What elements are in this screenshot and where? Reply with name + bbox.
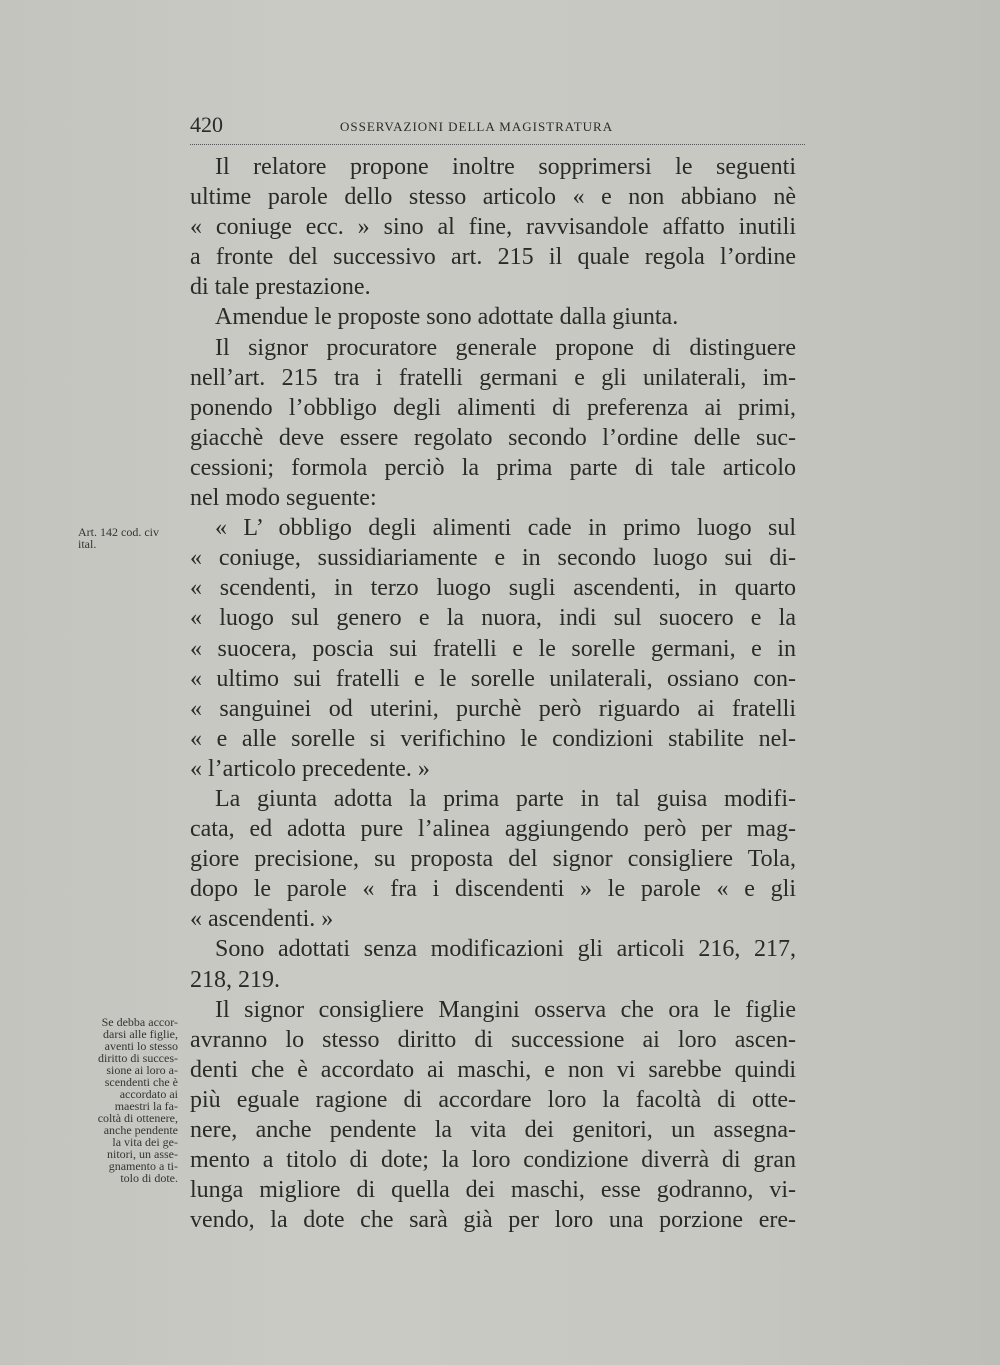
text-line: « e alle sorelle si verifichino le condizioni stabilite nel- (190, 725, 796, 752)
margin-note-dowry (70, 1016, 178, 1184)
text-line: a fronte del successivo art. 215 il quale regola l’ordine (190, 244, 796, 271)
text-line: lunga migliore di quella dei maschi, esse godranno, vi- (190, 1177, 796, 1204)
running-title: OSSERVAZIONI DELLA MAGISTRATURA (340, 119, 614, 134)
margin-note-line: coltà di ottenere, (97, 1111, 178, 1125)
text-line: mento a titolo di dote; la loro condizione diverrà di gran (190, 1147, 796, 1174)
text-line: cessioni; formola perciò la prima parte di tale articolo (190, 454, 796, 481)
margin-note-line: gnamento a ti- (108, 1159, 178, 1173)
text-line: « scendenti, in terzo luogo sugli ascendenti, in quarto (190, 575, 796, 602)
text-line: nel modo seguente: (190, 485, 377, 512)
margin-note-article-ref (78, 526, 182, 550)
text-line: ponendo l’obbligo degli alimenti di preferenza ai primi, (190, 394, 796, 421)
margin-note-line: maestri la fa- (114, 1099, 178, 1113)
margin-note-line: sione ai loro a- (106, 1063, 178, 1077)
text-line: nere, anche pendente la vita dei genitori, un assegna- (190, 1117, 796, 1143)
margin-note-line: darsi alle figlie, (103, 1027, 178, 1041)
page-header (190, 112, 805, 145)
text-line: più eguale ragione di accordare loro la facoltà di otte- (190, 1086, 796, 1113)
text-line: La giunta adotta la prima parte in tal guisa modifi- (215, 785, 796, 812)
text-line: « sanguinei od uterini, purchè però riguardo ai fratelli (190, 695, 796, 722)
text-line: nell’art. 215 tra i fratelli germani e gli unilaterali, im- (190, 364, 796, 391)
text-line: di tale prestazione. (190, 274, 371, 301)
text-line: « coniuge ecc. » sino al fine, ravvisandole affatto inutili (190, 214, 796, 241)
text-line: ultime parole dello stesso articolo « e non abbiano nè (190, 184, 796, 211)
text-line: Il signor consigliere Mangini osserva che ora le figlie (215, 996, 796, 1023)
text-line: « luogo sul genero e la nuora, indi sul suocero e la (190, 605, 796, 632)
margin-note-line: aventi lo stesso (104, 1039, 178, 1053)
text-line: « l’articolo precedente. » (190, 755, 430, 782)
margin-note-line: Se debba accor- (101, 1015, 178, 1029)
margin-note-line: nitori, un asse- (107, 1147, 178, 1161)
text-line: Il signor procuratore generale propone di distinguere (215, 334, 796, 361)
text-line: Il relatore propone inoltre sopprimersi le seguenti (215, 154, 796, 180)
page-number: 420 (190, 112, 223, 137)
text-line: « suocera, poscia sui fratelli e le sorelle germani, e in (190, 635, 796, 662)
text-line: vendo, la dote che sarà già per loro una porzione ere- (190, 1207, 796, 1234)
margin-note-line: accordato ai (119, 1087, 178, 1101)
text-line: giore precisione, su proposta del signor consigliere Tola, (190, 846, 796, 873)
text-line: 218, 219. (190, 966, 280, 993)
margin-note-line: diritto di succes- (98, 1051, 178, 1065)
margin-note-line: Art. 142 cod. civ (78, 525, 159, 539)
text-line: « ascendenti. » (190, 906, 334, 933)
text-line: giacchè deve essere regolato secondo l’ordine delle suc- (190, 424, 796, 451)
margin-note-line: scendenti che è (104, 1075, 178, 1089)
text-line: avranno lo stesso diritto di successione ai loro ascen- (190, 1026, 796, 1053)
margin-note-line: la vita dei ge- (112, 1135, 178, 1149)
body-text (190, 152, 796, 1235)
text-line: Sono adottati senza modificazioni gli articoli 216, 217, (215, 936, 796, 963)
text-line: « L’ obbligo degli alimenti cade in primo luogo sul (215, 515, 796, 542)
text-line: « ultimo sui fratelli e le sorelle unilaterali, ossiano con- (190, 665, 796, 692)
text-line: dopo le parole « fra i discendenti » le parole « e gli (190, 876, 796, 903)
text-line: denti che è accordato ai maschi, e non vi sarebbe quindi (190, 1056, 796, 1083)
text-line: « coniuge, sussidiariamente e in secondo luogo sui di- (190, 545, 796, 572)
margin-note-line: ital. (78, 537, 97, 551)
margin-note-line: tolo di dote. (120, 1171, 178, 1185)
text-line: Amendue le proposte sono adottate dalla giunta. (215, 304, 679, 331)
text-line: cata, ed adotta pure l’alinea aggiungendo però per mag- (190, 816, 796, 843)
margin-note-line: anche pendente (103, 1123, 178, 1137)
